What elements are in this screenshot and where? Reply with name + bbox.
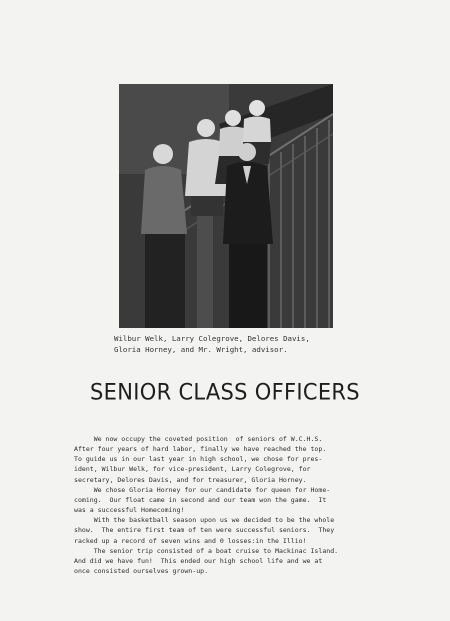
body-line: And did we have fun! This ended our high school life and we at	[74, 556, 323, 565]
body-line: coming. Our float came in second and our team won the game. It	[74, 495, 327, 504]
caption-line: Wilbur Welk, Larry Colegrove, Delores Davis,	[114, 334, 310, 343]
body-line: The senior trip consisted of a boat cruise to Mackinac Island.	[74, 546, 339, 555]
caption-line: Gloria Horney, and Mr. Wright, advisor.	[114, 345, 288, 354]
body-line: was a successful Homecoming!	[74, 506, 185, 515]
article-body	[74, 434, 424, 576]
body-line: With the basketball season upon us we decided to be the whole	[74, 516, 335, 525]
body-line: To guide us in our last year in high school, we chose for pres-	[74, 455, 323, 464]
body-line: After four years of hard labor, finally we have reached the top.	[74, 445, 327, 454]
body-line: ident, Wilbur Welk, for vice-president, Larry Colegrove, for	[74, 465, 311, 474]
class-officers-photo	[119, 84, 333, 328]
body-line: We chose Gloria Horney for our candidate for queen for Home-	[74, 485, 331, 494]
body-line: racked up a record of seven wins and 0 losses:in the Illio!	[74, 536, 307, 545]
page-title: SENIOR CLASS OFFICERS	[90, 379, 360, 405]
body-line: We now occupy the coveted position of seniors of W.C.H.S.	[74, 435, 323, 443]
photo-caption	[114, 333, 354, 355]
body-line: once consisted ourselves grown-up.	[74, 567, 209, 576]
body-line: secretary, Delores Davis, and for treasurer, Gloria Horney.	[74, 475, 307, 484]
body-line: show. The entire first team of ten were successful seniors. They	[74, 526, 335, 535]
